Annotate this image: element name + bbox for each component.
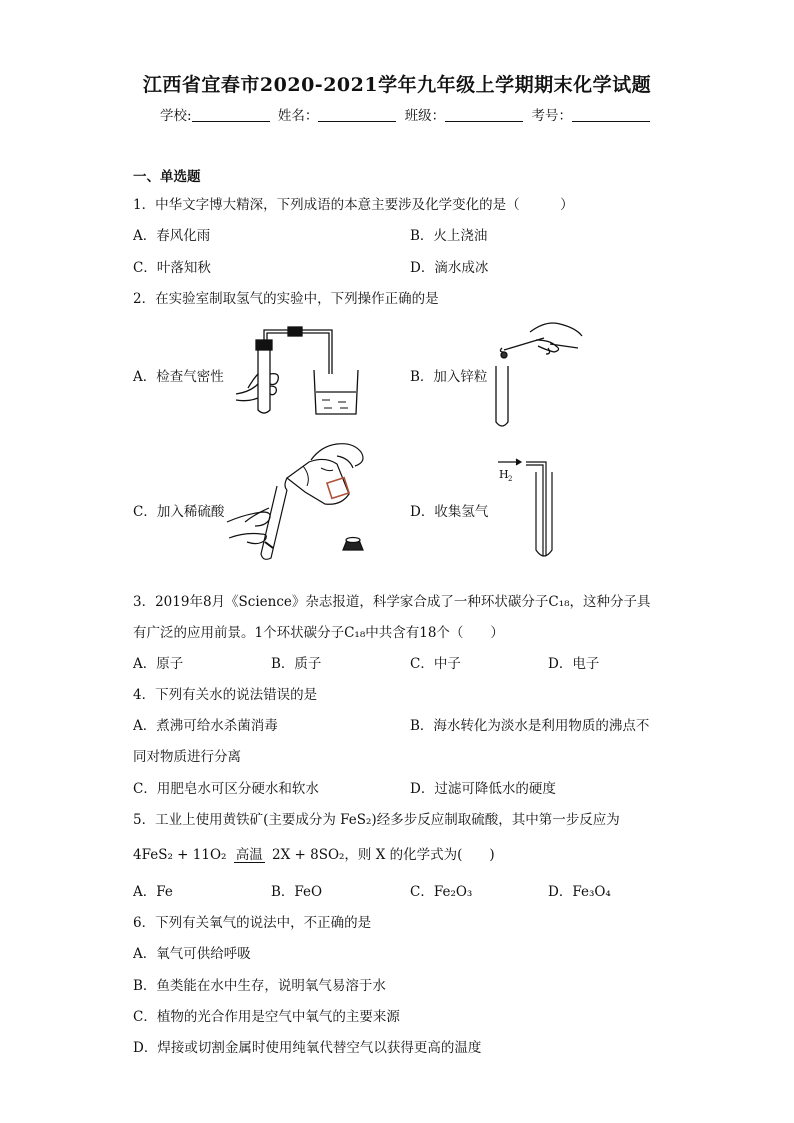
q1-option-b[interactable]: B．火上浇油	[410, 228, 488, 244]
q4-option-b-line2: 同对物质进行分离	[133, 749, 241, 765]
number-blank[interactable]	[572, 107, 650, 122]
q5-option-b[interactable]: B．FeO	[271, 884, 323, 900]
q3-option-c[interactable]: C．中子	[410, 656, 461, 672]
q6-option-c[interactable]: C．植物的光合作用是空气中氧气的主要来源	[133, 1009, 400, 1025]
q1-option-c[interactable]: C．叶落知秋	[133, 260, 211, 276]
q5-option-a[interactable]: A．Fe	[133, 884, 173, 900]
add-zinc-figure	[490, 318, 590, 430]
exam-title: 江西省宜春市2020-2021学年九年级上学期期末化学试题	[142, 74, 652, 96]
q2-option-a[interactable]: A．检查气密性	[133, 369, 224, 385]
name-blank[interactable]	[318, 107, 396, 122]
airtightness-check-figure	[228, 322, 368, 417]
equation-products: 2X + 8SO₂，则 X 的化学式为( )	[272, 847, 495, 863]
student-info-row	[160, 104, 654, 124]
q1-option-d[interactable]: D．滴水成冰	[410, 260, 489, 276]
q3-stem-line1: 3．2019年8月《Science》杂志报道，科学家合成了一种环状碳分子C₁₈，这种分子具	[133, 594, 651, 610]
school-label: 学校:	[160, 108, 192, 124]
name-label: 姓名：	[277, 108, 319, 124]
h2-label: H	[499, 468, 509, 481]
q3-option-b[interactable]: B．质子	[271, 656, 322, 672]
q4-option-b-line1[interactable]: B．海水转化为淡水是利用物质的沸点不	[410, 718, 650, 734]
q4-option-d[interactable]: D．过滤可降低水的硬度	[410, 781, 556, 797]
q6-option-d[interactable]: D．焊接或切割金属时使用纯氧代替空气以获得更高的温度	[133, 1040, 482, 1056]
number-label: 考号：	[531, 108, 572, 124]
q6-option-b[interactable]: B．鱼类能在水中生存，说明氧气易溶于水	[133, 978, 386, 994]
q5-equation	[133, 843, 495, 863]
q2-option-c[interactable]: C．加入稀硫酸	[133, 504, 225, 520]
q3-stem-line2: 有广泛的应用前景。1个环状碳分子C₁₈中共含有18个（ ）	[133, 625, 504, 641]
q2-option-d[interactable]: D．收集氢气	[410, 504, 489, 520]
q1-option-a[interactable]: A．春风化雨	[133, 228, 211, 244]
q5-option-c[interactable]: C．Fe₂O₃	[410, 884, 473, 900]
collect-hydrogen-figure	[490, 450, 560, 565]
school-blank[interactable]	[192, 107, 270, 122]
q2-option-b[interactable]: B．加入锌粒	[410, 369, 488, 385]
q4-stem: 4．下列有关水的说法错误的是	[133, 687, 318, 703]
q6-option-a[interactable]: A．氧气可供给呼吸	[133, 946, 251, 962]
class-blank[interactable]	[445, 107, 523, 122]
section-heading: 一、单选题	[133, 169, 201, 185]
q4-option-c[interactable]: C．用肥皂水可区分硬水和软水	[133, 781, 319, 797]
q2-stem: 2．在实验室制取氢气的实验中，下列操作正确的是	[133, 291, 439, 307]
svg-text:2: 2	[508, 475, 513, 483]
equation-condition: 高温	[235, 847, 263, 863]
q1-stem: 1．中华文字博大精深，下列成语的本意主要涉及化学变化的是（ ）	[133, 197, 574, 213]
q5-option-d[interactable]: D．Fe₃O₄	[548, 884, 611, 900]
class-label: 班级：	[404, 108, 446, 124]
equation-reactants: 4FeS₂ + 11O₂	[133, 847, 227, 863]
q3-option-d[interactable]: D．电子	[548, 656, 600, 672]
q5-stem: 5．工业上使用黄铁矿(主要成分为 FeS₂)经多步反应制取硫酸，其中第一步反应为	[133, 812, 620, 828]
add-sulfuric-acid-figure	[225, 442, 370, 567]
q3-option-a[interactable]: A．原子	[133, 656, 184, 672]
q6-stem: 6．下列有关氧气的说法中，不正确的是	[133, 915, 372, 931]
q4-option-a[interactable]: A．煮沸可给水杀菌消毒	[133, 718, 278, 734]
